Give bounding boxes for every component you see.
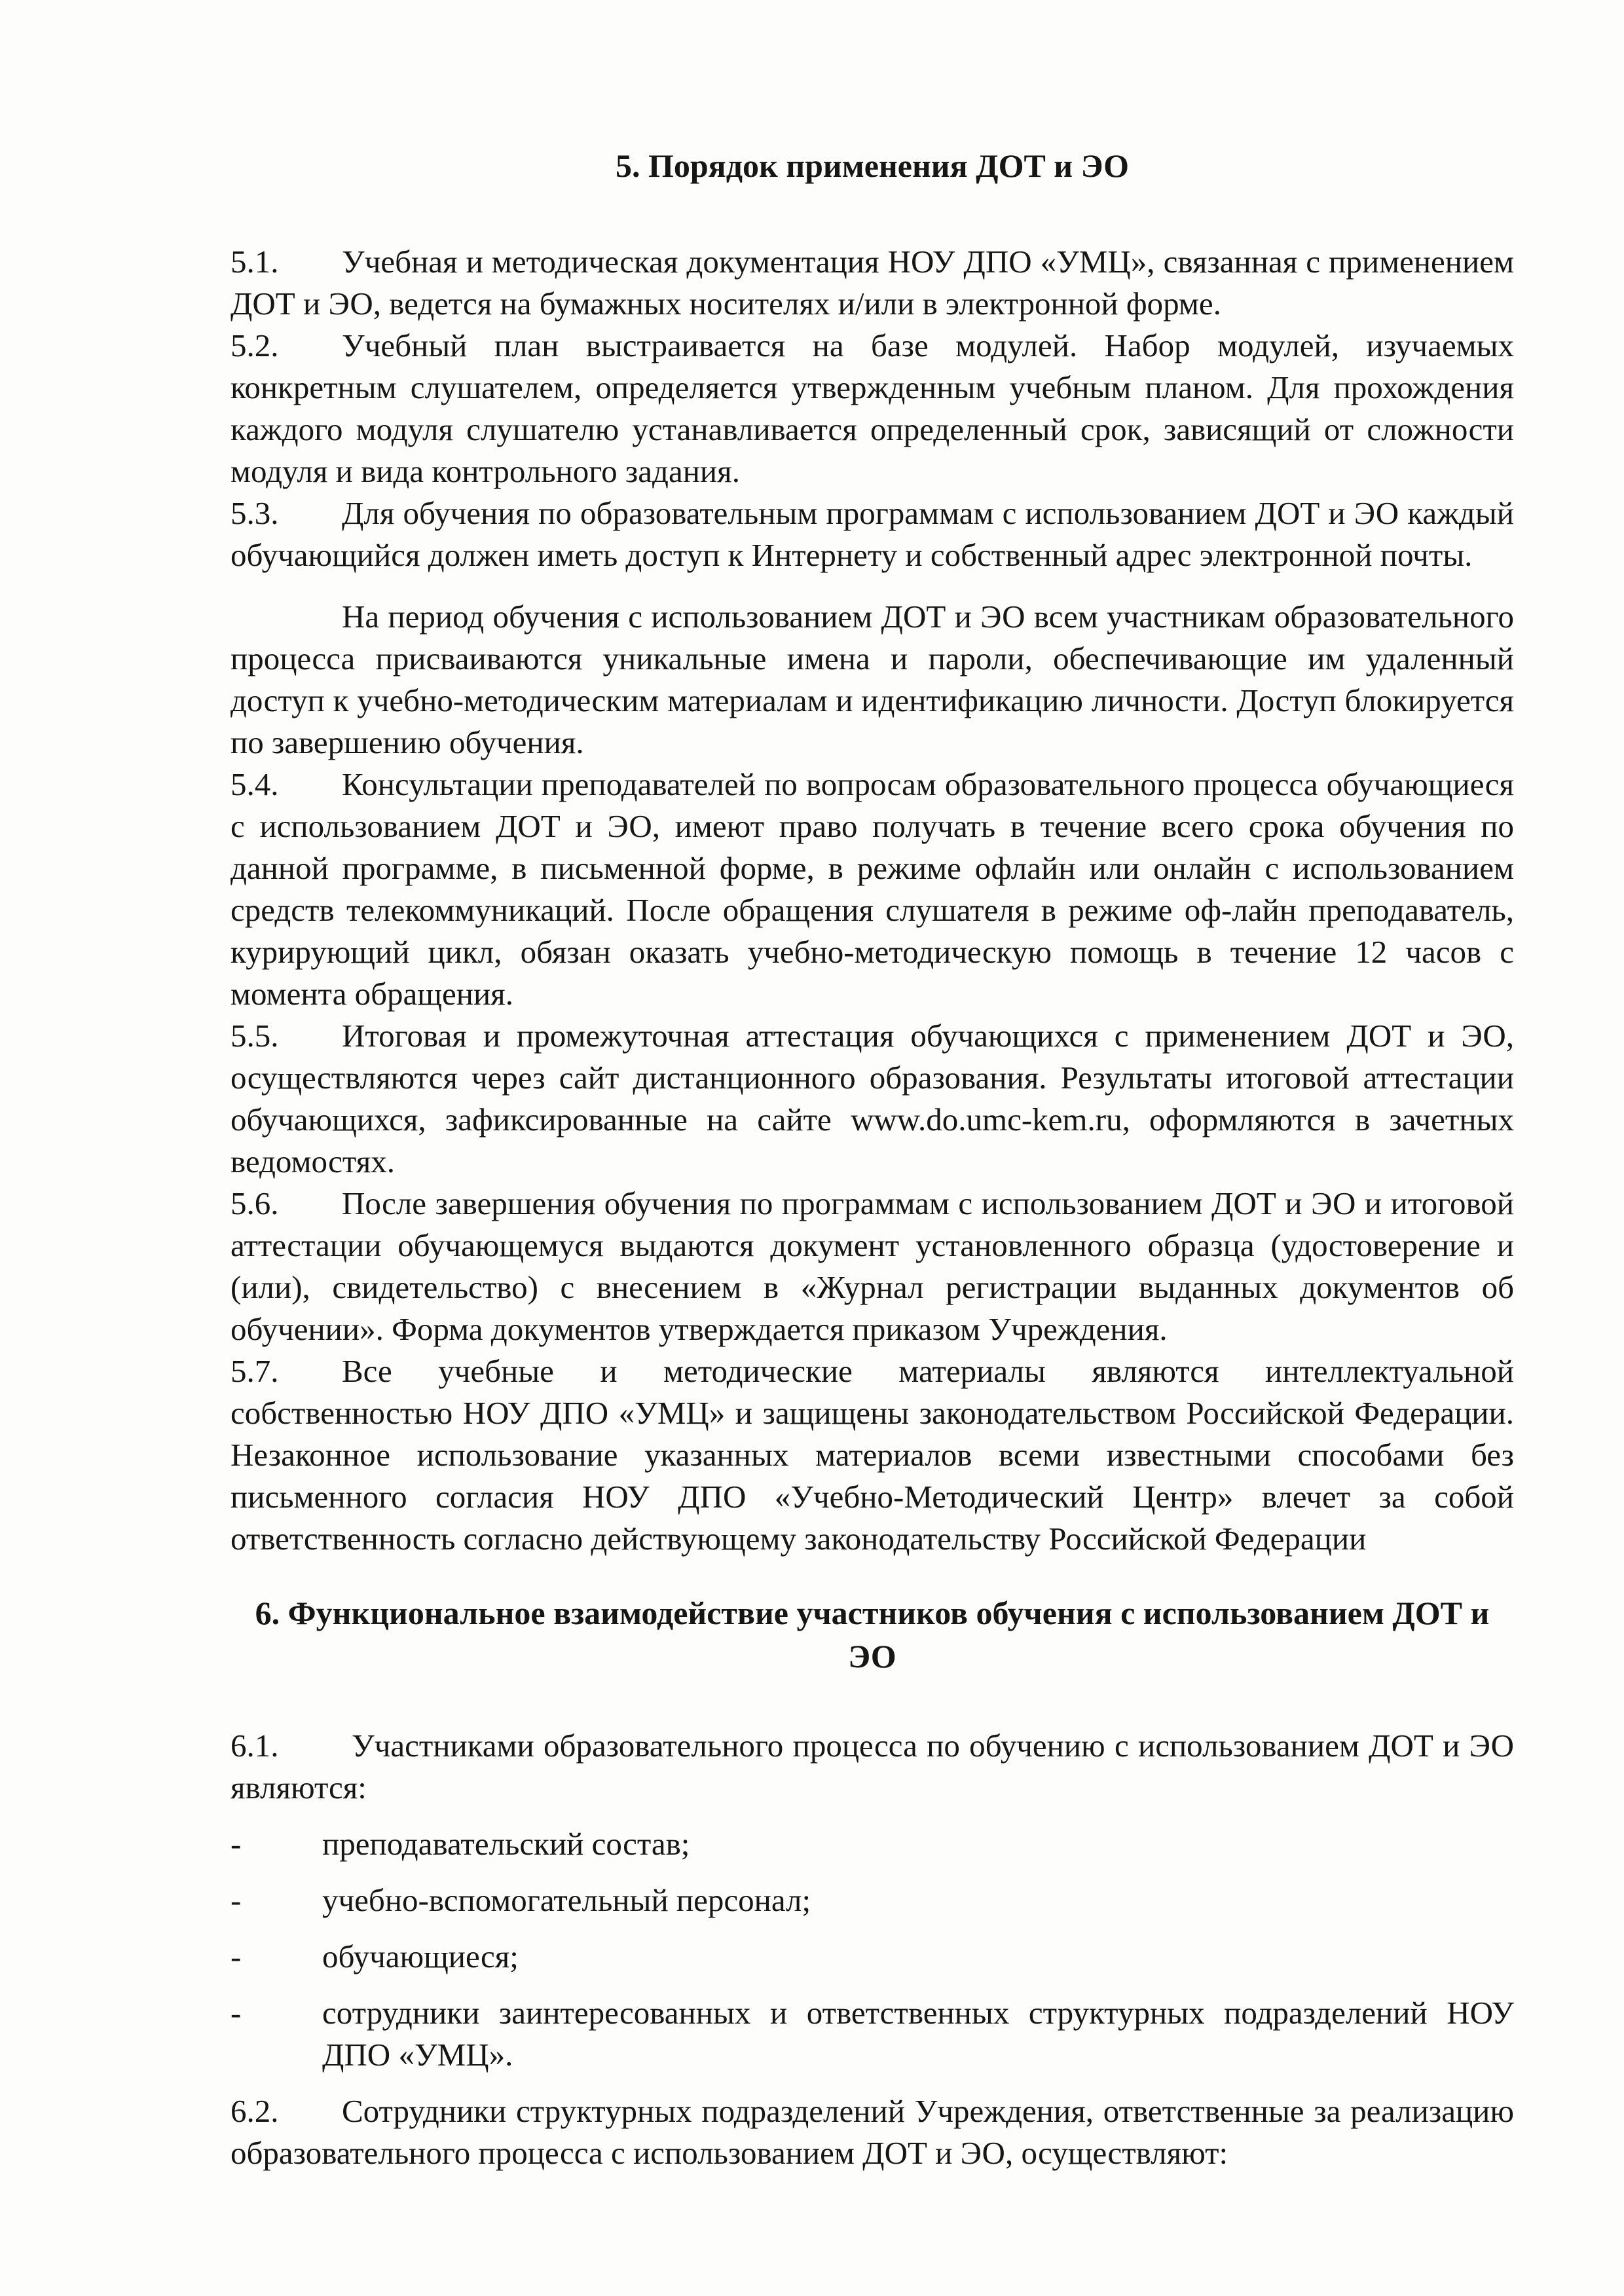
paragraph-text: Сотрудники структурных подразделений Учреждения, ответственные за реализацию образовательного процесса с использованием ДОТ и ЭО, осуществляют: [231,2093,1514,2171]
paragraph-number: 6.2. [231,2093,279,2129]
paragraph-number: 6.1. [231,1728,279,1764]
list-dash: - [231,1826,242,1862]
paragraph-text: Учебная и методическая документация НОУ ДПО «УМЦ», связанная с применением ДОТ и ЭО, ведется на бумажных носителях и/или в электронной форме. [231,244,1514,322]
paragraph-text: Учебный план выстраивается на базе модулей. Набор модулей, изучаемых конкретным слушателем, определяется утвержденным учебным планом. Для прохождения каждого модуля слушателю устанавливается определенный срок, зависящий от сложности модуля и вида контрольного задания. [231,327,1514,489]
paragraph-5-4 [231,764,1514,1015]
paragraph-number: 5.3. [231,495,279,531]
participants-list [231,1823,1514,2076]
list-dash: - [231,1995,242,2031]
document-content [231,144,1514,2174]
paragraph-5-6 [231,1183,1514,1350]
list-item-text: обучающиеся; [322,1938,519,1974]
paragraph-number: 5.5. [231,1018,279,1054]
paragraph-5-3-continued: На период обучения с использованием ДОТ и ЭО всем участникам образовательного процесса присваиваются уникальные имена и пароли, обеспечивающие им удаленный доступ к учебно-методическим материалам и идентификацию личности. Доступ блокируется по завершению обучения. [231,599,1514,760]
paragraph-5-2 [231,325,1514,492]
list-item-text: преподавательский состав; [322,1826,690,1862]
paragraph-5-3 [231,492,1514,576]
paragraph-5-1 [231,241,1514,325]
list-item [231,1936,1514,1978]
list-dash: - [231,1938,242,1974]
section-6-title-line-1: 6. Функциональное взаимодействие участников обучения с использованием ДОТ и [255,1595,1490,1631]
paragraph-text: Участниками образовательного процесса по обучению с использованием ДОТ и ЭО являются: [231,1728,1514,1805]
list-dash: - [231,1882,242,1918]
paragraph-text: Итоговая и промежуточная аттестация обучающихся с применением ДОТ и ЭО, осуществляются через сайт дистанционного образования. Результаты итоговой аттестации обучающихся, зафиксированные на сайте www.do.umc-kem.ru, оформляются в зачетных ведомостях. [231,1018,1514,1179]
paragraph-6-2 [231,2090,1514,2174]
paragraph-number: 5.1. [231,244,279,280]
section-5-title: 5. Порядок применения ДОТ и ЭО [615,147,1130,184]
paragraph-text: Консультации преподавателей по вопросам образовательного процесса обучающиеся с использованием ДОТ и ЭО, имеют право получать в течение всего срока обучения по данной программе, в письменной форме, в режиме офлайн или онлайн с использованием средств телекоммуникаций. После обращения слушателя в режиме оф-лайн преподаватель, курирующий цикл, обязан оказать учебно-методическую помощь в течение 12 часов с момента обращения. [231,766,1514,1012]
list-item [231,1992,1514,2076]
list-item-text: учебно-вспомогательный персонал; [322,1882,811,1918]
list-item [231,1879,1514,1921]
list-item [231,1823,1514,1865]
list-item-text: сотрудники заинтересованных и ответственных структурных подразделений НОУ ДПО «УМЦ». [322,1995,1514,2073]
paragraph-text: После завершения обучения по программам с использованием ДОТ и ЭО и итоговой аттестации обучающемуся выдаются документ установленного образца (удостоверение и (или), свидетельство) с внесением в «Журнал регистрации выданных документов об обучении». Форма документов утверждается приказом Учреждения. [231,1185,1514,1347]
paragraph-6-1 [231,1725,1514,1809]
paragraph-5-5 [231,1015,1514,1183]
paragraph-number: 5.6. [231,1185,279,1221]
paragraph-number: 5.4. [231,766,279,802]
section-6-title-line-2: ЭО [848,1638,896,1675]
section-6-title [231,1591,1514,1678]
paragraph-number: 5.7. [231,1353,279,1389]
paragraph-number: 5.2. [231,327,279,363]
paragraph-text: Для обучения по образовательным программам с использованием ДОТ и ЭО каждый обучающийся должен иметь доступ к Интернету и собственный адрес электронной почты. [231,495,1514,573]
paragraph-text: Все учебные и методические материалы являются интеллектуальной собственностью НОУ ДПО «УМЦ» и защищены законодательством Российской Федерации. Незаконное использование указанных материалов всеми известными способами без письменного согласия НОУ ДПО «Учебно-Методический Центр» влечет за собой ответственность согласно действующему законодательству Российской Федерации [231,1353,1514,1557]
paragraph-5-7 [231,1350,1514,1560]
